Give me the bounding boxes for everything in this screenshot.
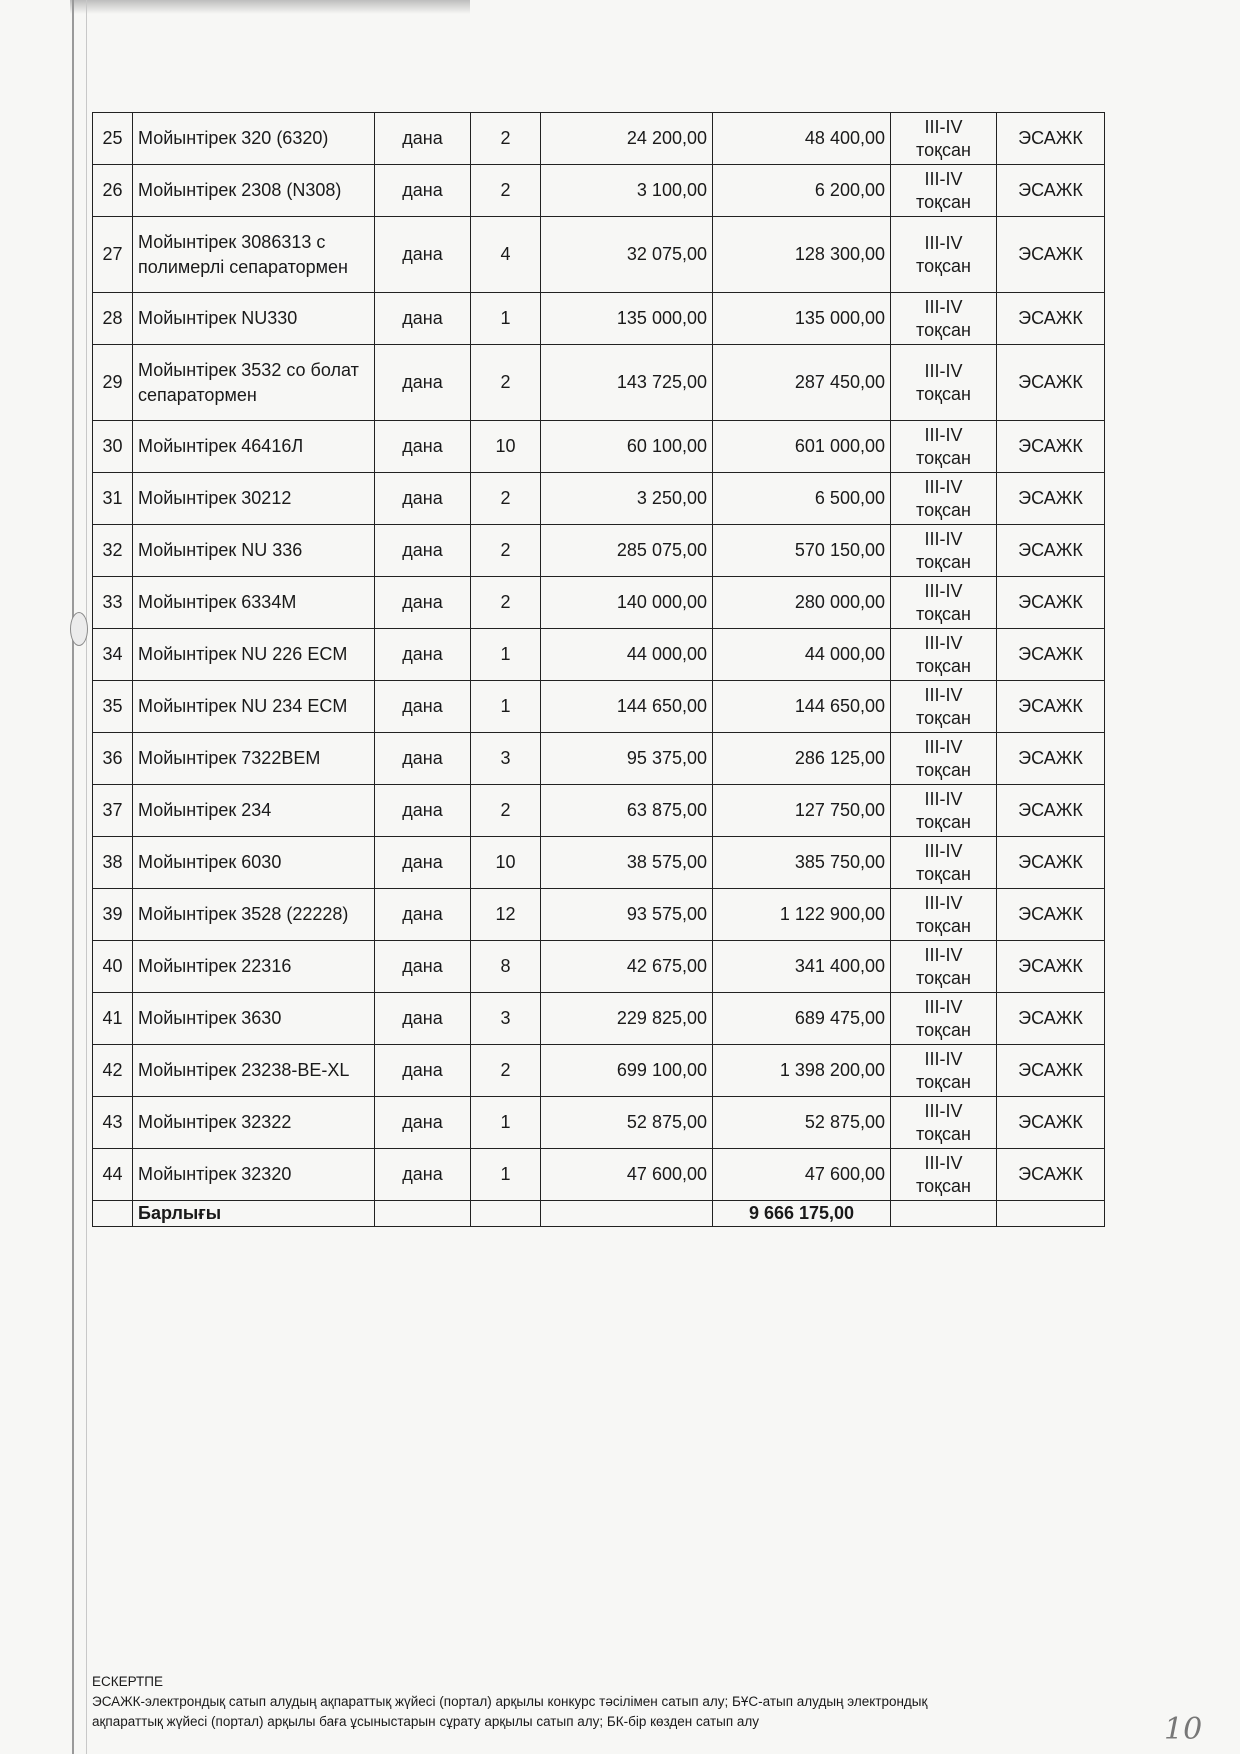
item-quantity: 1: [471, 293, 541, 345]
row-number: 39: [93, 889, 133, 941]
item-sum: 341 400,00: [713, 941, 891, 993]
item-quantity: 3: [471, 993, 541, 1045]
footnote: [92, 1672, 1132, 1732]
item-name: Мойынтірек NU330: [133, 293, 375, 345]
procurement-method: ЭСАЖК: [997, 345, 1105, 421]
item-sum: 385 750,00: [713, 837, 891, 889]
item-quantity: 2: [471, 785, 541, 837]
item-name: Мойынтірек NU 234 ECM: [133, 681, 375, 733]
period-unit: тоқсан: [916, 1071, 971, 1092]
total-label: Барлығы: [133, 1201, 375, 1227]
item-price: 38 575,00: [541, 837, 713, 889]
row-number: 40: [93, 941, 133, 993]
item-sum: 128 300,00: [713, 217, 891, 293]
procurement-method: ЭСАЖК: [997, 113, 1105, 165]
item-name: Мойынтірек 22316: [133, 941, 375, 993]
period-range: III-IV: [924, 632, 963, 653]
item-period: [891, 165, 997, 217]
row-number: 38: [93, 837, 133, 889]
period-unit: тоқсан: [916, 811, 971, 832]
item-period: [891, 1149, 997, 1201]
item-name: Мойынтірек 6334М: [133, 577, 375, 629]
table-row: [93, 525, 1105, 577]
item-unit: дана: [375, 345, 471, 421]
procurement-method: ЭСАЖК: [997, 681, 1105, 733]
item-name: Мойынтірек 23238-BE-XL: [133, 1045, 375, 1097]
item-period: [891, 785, 997, 837]
period-range: III-IV: [924, 232, 963, 253]
period-unit: тоқсан: [916, 191, 971, 212]
item-sum: 135 000,00: [713, 293, 891, 345]
total-blank: [891, 1201, 997, 1227]
table-row: [93, 941, 1105, 993]
table-row: [93, 629, 1105, 681]
row-number: 27: [93, 217, 133, 293]
item-unit: дана: [375, 941, 471, 993]
item-name: Мойынтірек 3630: [133, 993, 375, 1045]
procurement-method: ЭСАЖК: [997, 837, 1105, 889]
item-price: 95 375,00: [541, 733, 713, 785]
period-unit: тоқсан: [916, 139, 971, 160]
item-quantity: 8: [471, 941, 541, 993]
procurement-method: ЭСАЖК: [997, 733, 1105, 785]
table-row: [93, 345, 1105, 421]
table-row: [93, 293, 1105, 345]
period-range: III-IV: [924, 892, 963, 913]
item-sum: 1 398 200,00: [713, 1045, 891, 1097]
footnote-line-2: ақпараттық жүйесі (портал) арқылы баға ұсыныстарын сұрату арқылы сатып алу; БК-бір көзден сатып алу: [92, 1714, 760, 1729]
item-period: [891, 577, 997, 629]
item-price: 32 075,00: [541, 217, 713, 293]
period-unit: тоқсан: [916, 551, 971, 572]
period-unit: тоқсан: [916, 1123, 971, 1144]
item-price: 3 250,00: [541, 473, 713, 525]
table-row: [93, 1149, 1105, 1201]
period-unit: тоқсан: [916, 603, 971, 624]
item-name: Мойынтірек 32322: [133, 1097, 375, 1149]
item-name: Мойынтірек 7322BEM: [133, 733, 375, 785]
procurement-method: ЭСАЖК: [997, 1097, 1105, 1149]
row-number: 26: [93, 165, 133, 217]
item-unit: дана: [375, 837, 471, 889]
period-range: III-IV: [924, 996, 963, 1017]
item-period: [891, 525, 997, 577]
item-period: [891, 473, 997, 525]
period-unit: тоқсан: [916, 759, 971, 780]
items-table: [92, 112, 1105, 1227]
period-unit: тоқсан: [916, 1175, 971, 1196]
item-price: 229 825,00: [541, 993, 713, 1045]
period-range: III-IV: [924, 528, 963, 549]
table-row: [93, 681, 1105, 733]
item-period: [891, 217, 997, 293]
item-unit: дана: [375, 993, 471, 1045]
item-price: 44 000,00: [541, 629, 713, 681]
row-number: 30: [93, 421, 133, 473]
procurement-method: ЭСАЖК: [997, 1045, 1105, 1097]
item-unit: дана: [375, 113, 471, 165]
punch-hole: [70, 612, 88, 646]
item-name: Мойынтірек 3086313 с полимерлі сепаратормен: [133, 217, 375, 293]
item-sum: 127 750,00: [713, 785, 891, 837]
table-row: [93, 993, 1105, 1045]
binder-edge-inner: [86, 0, 87, 1754]
item-sum: 44 000,00: [713, 629, 891, 681]
period-unit: тоқсан: [916, 447, 971, 468]
item-sum: 47 600,00: [713, 1149, 891, 1201]
item-period: [891, 837, 997, 889]
item-period: [891, 941, 997, 993]
total-blank: [541, 1201, 713, 1227]
item-name: Мойынтірек 3532 со болат сепаратормен: [133, 345, 375, 421]
item-quantity: 2: [471, 525, 541, 577]
table-row: [93, 733, 1105, 785]
period-unit: тоқсан: [916, 383, 971, 404]
item-price: 143 725,00: [541, 345, 713, 421]
item-name: Мойынтірек NU 226 ECM: [133, 629, 375, 681]
period-range: III-IV: [924, 684, 963, 705]
item-name: Мойынтірек 46416Л: [133, 421, 375, 473]
procurement-method: ЭСАЖК: [997, 993, 1105, 1045]
item-unit: дана: [375, 525, 471, 577]
row-number: 44: [93, 1149, 133, 1201]
item-sum: 1 122 900,00: [713, 889, 891, 941]
item-name: Мойынтірек 32320: [133, 1149, 375, 1201]
item-quantity: 2: [471, 577, 541, 629]
item-unit: дана: [375, 785, 471, 837]
item-unit: дана: [375, 681, 471, 733]
period-unit: тоқсан: [916, 915, 971, 936]
item-period: [891, 629, 997, 681]
item-period: [891, 1045, 997, 1097]
row-number: 37: [93, 785, 133, 837]
period-range: III-IV: [924, 296, 963, 317]
item-quantity: 1: [471, 629, 541, 681]
period-range: III-IV: [924, 1152, 963, 1173]
item-quantity: 1: [471, 1097, 541, 1149]
row-number: 31: [93, 473, 133, 525]
item-quantity: 10: [471, 837, 541, 889]
item-period: [891, 421, 997, 473]
item-period: [891, 681, 997, 733]
item-unit: дана: [375, 421, 471, 473]
period-range: III-IV: [924, 116, 963, 137]
item-unit: дана: [375, 577, 471, 629]
item-quantity: 1: [471, 1149, 541, 1201]
item-name: Мойынтірек 6030: [133, 837, 375, 889]
item-unit: дана: [375, 889, 471, 941]
item-period: [891, 345, 997, 421]
period-range: III-IV: [924, 424, 963, 445]
item-sum: 286 125,00: [713, 733, 891, 785]
period-range: III-IV: [924, 476, 963, 497]
item-name: Мойынтірек 234: [133, 785, 375, 837]
total-row: [93, 1201, 1105, 1227]
item-quantity: 2: [471, 473, 541, 525]
item-period: [891, 889, 997, 941]
period-unit: тоқсан: [916, 707, 971, 728]
item-quantity: 12: [471, 889, 541, 941]
item-period: [891, 993, 997, 1045]
period-unit: тоқсан: [916, 1019, 971, 1040]
item-unit: дана: [375, 293, 471, 345]
item-sum: 6 500,00: [713, 473, 891, 525]
item-price: 285 075,00: [541, 525, 713, 577]
item-unit: дана: [375, 1149, 471, 1201]
footnote-title: ЕСКЕРТПЕ: [92, 1674, 163, 1689]
total-blank: [471, 1201, 541, 1227]
table-row: [93, 113, 1105, 165]
item-unit: дана: [375, 473, 471, 525]
item-price: 47 600,00: [541, 1149, 713, 1201]
procurement-method: ЭСАЖК: [997, 577, 1105, 629]
item-unit: дана: [375, 1045, 471, 1097]
period-unit: тоқсан: [916, 319, 971, 340]
row-number: 41: [93, 993, 133, 1045]
procurement-method: ЭСАЖК: [997, 165, 1105, 217]
row-number: 25: [93, 113, 133, 165]
period-range: III-IV: [924, 736, 963, 757]
period-range: III-IV: [924, 840, 963, 861]
item-quantity: 4: [471, 217, 541, 293]
item-unit: дана: [375, 165, 471, 217]
item-sum: 6 200,00: [713, 165, 891, 217]
item-price: 63 875,00: [541, 785, 713, 837]
period-unit: тоқсан: [916, 655, 971, 676]
period-range: III-IV: [924, 580, 963, 601]
scan-edge-shadow: [70, 0, 470, 14]
item-sum: 48 400,00: [713, 113, 891, 165]
item-sum: 287 450,00: [713, 345, 891, 421]
footnote-line-1: ЭСАЖК-электрондық сатып алудың ақпараттық жүйесі (портал) арқылы конкурс тәсілімен сатып алу; БҰС-атып алудың электрондық: [92, 1694, 928, 1709]
procurement-method: ЭСАЖК: [997, 293, 1105, 345]
row-number: 34: [93, 629, 133, 681]
row-number: 43: [93, 1097, 133, 1149]
period-range: III-IV: [924, 1100, 963, 1121]
item-sum: 52 875,00: [713, 1097, 891, 1149]
item-period: [891, 1097, 997, 1149]
item-sum: 689 475,00: [713, 993, 891, 1045]
row-number: 35: [93, 681, 133, 733]
item-name: Мойынтірек NU 336: [133, 525, 375, 577]
item-name: Мойынтірек 320 (6320): [133, 113, 375, 165]
item-quantity: 10: [471, 421, 541, 473]
item-sum: 280 000,00: [713, 577, 891, 629]
table-row: [93, 785, 1105, 837]
table-row: [93, 1097, 1105, 1149]
procurement-method: ЭСАЖК: [997, 889, 1105, 941]
table-row: [93, 473, 1105, 525]
period-unit: тоқсан: [916, 255, 971, 276]
table-row: [93, 837, 1105, 889]
procurement-method: ЭСАЖК: [997, 1149, 1105, 1201]
item-sum: 144 650,00: [713, 681, 891, 733]
item-price: 93 575,00: [541, 889, 713, 941]
item-quantity: 2: [471, 165, 541, 217]
table-row: [93, 165, 1105, 217]
table-row: [93, 889, 1105, 941]
period-range: III-IV: [924, 944, 963, 965]
procurement-method: ЭСАЖК: [997, 525, 1105, 577]
procurement-method: ЭСАЖК: [997, 217, 1105, 293]
item-sum: 601 000,00: [713, 421, 891, 473]
item-price: 24 200,00: [541, 113, 713, 165]
item-quantity: 1: [471, 681, 541, 733]
table-row: [93, 217, 1105, 293]
total-blank: [997, 1201, 1105, 1227]
period-range: III-IV: [924, 1048, 963, 1069]
period-range: III-IV: [924, 168, 963, 189]
table-row: [93, 577, 1105, 629]
row-number: 28: [93, 293, 133, 345]
item-name: Мойынтірек 30212: [133, 473, 375, 525]
item-unit: дана: [375, 733, 471, 785]
row-number: 32: [93, 525, 133, 577]
item-quantity: 2: [471, 345, 541, 421]
item-quantity: 3: [471, 733, 541, 785]
procurement-method: ЭСАЖК: [997, 629, 1105, 681]
item-price: 144 650,00: [541, 681, 713, 733]
total-sum: 9 666 175,00: [713, 1201, 891, 1227]
item-price: 42 675,00: [541, 941, 713, 993]
procurement-method: ЭСАЖК: [997, 941, 1105, 993]
item-price: 60 100,00: [541, 421, 713, 473]
page-number: 10: [1164, 1712, 1203, 1747]
row-number: 42: [93, 1045, 133, 1097]
item-quantity: 2: [471, 113, 541, 165]
item-unit: дана: [375, 1097, 471, 1149]
binder-edge: [72, 0, 74, 1754]
row-number: 36: [93, 733, 133, 785]
procurement-method: ЭСАЖК: [997, 421, 1105, 473]
item-price: 52 875,00: [541, 1097, 713, 1149]
item-quantity: 2: [471, 1045, 541, 1097]
period-unit: тоқсан: [916, 863, 971, 884]
period-range: III-IV: [924, 360, 963, 381]
table-row: [93, 1045, 1105, 1097]
period-unit: тоқсан: [916, 967, 971, 988]
period-range: III-IV: [924, 788, 963, 809]
item-period: [891, 293, 997, 345]
item-price: 140 000,00: [541, 577, 713, 629]
item-price: 135 000,00: [541, 293, 713, 345]
item-name: Мойынтірек 2308 (N308): [133, 165, 375, 217]
item-name: Мойынтірек 3528 (22228): [133, 889, 375, 941]
row-number: 29: [93, 345, 133, 421]
item-unit: дана: [375, 629, 471, 681]
item-price: 3 100,00: [541, 165, 713, 217]
item-sum: 570 150,00: [713, 525, 891, 577]
total-blank: [375, 1201, 471, 1227]
item-price: 699 100,00: [541, 1045, 713, 1097]
item-period: [891, 113, 997, 165]
row-number: 33: [93, 577, 133, 629]
procurement-method: ЭСАЖК: [997, 785, 1105, 837]
table-row: [93, 421, 1105, 473]
period-unit: тоқсан: [916, 499, 971, 520]
total-blank: [93, 1201, 133, 1227]
item-period: [891, 733, 997, 785]
item-unit: дана: [375, 217, 471, 293]
procurement-method: ЭСАЖК: [997, 473, 1105, 525]
